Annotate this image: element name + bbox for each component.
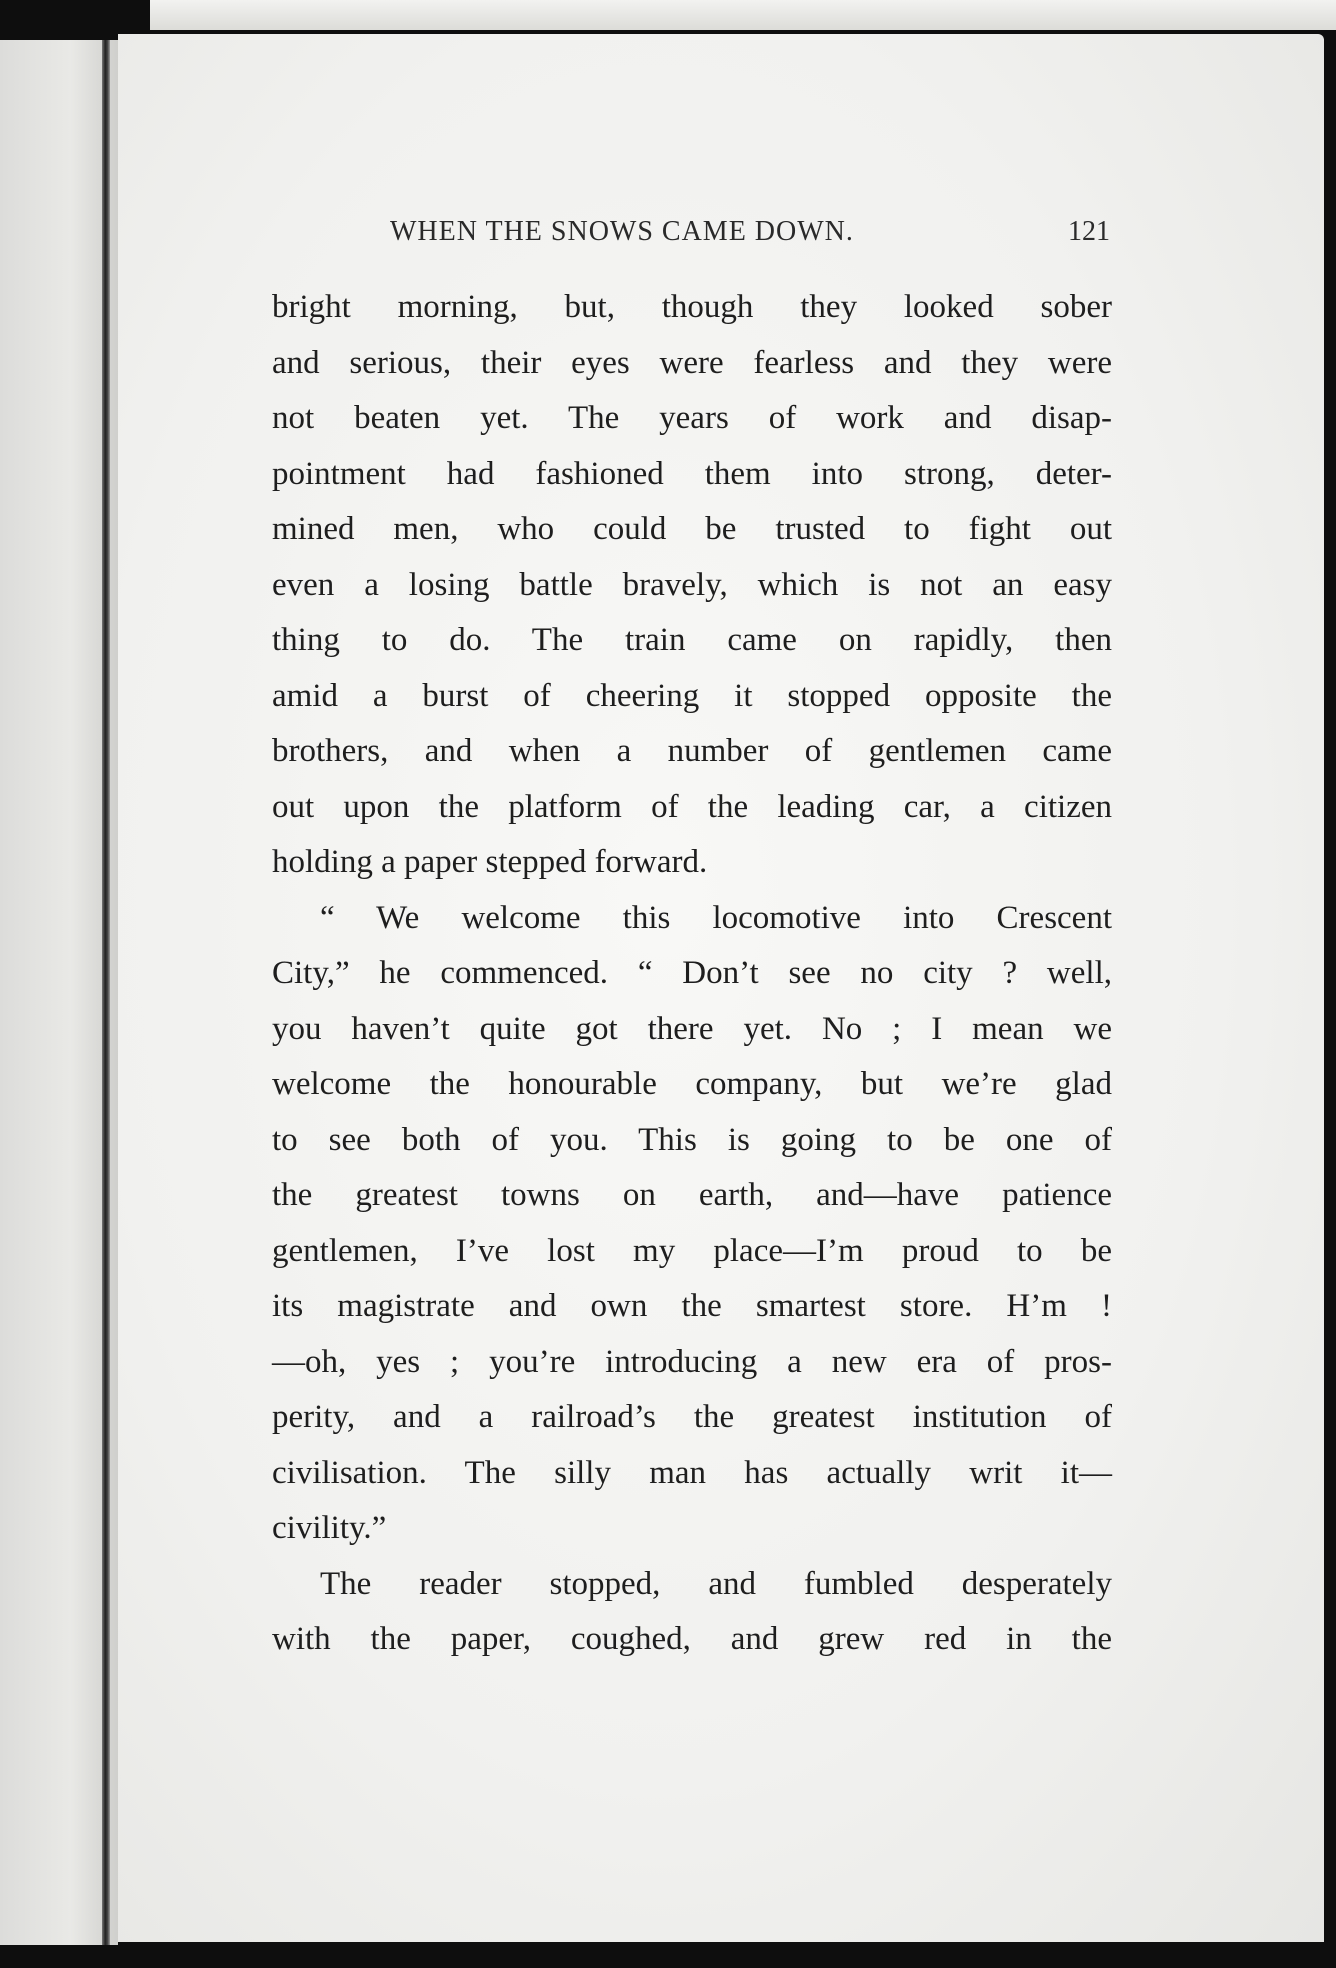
text-line: pointment had fashioned them into strong, deter- [272, 455, 1112, 492]
text-line: bright morning, but, though they looked sober [272, 289, 1112, 325]
book-gutter [102, 40, 110, 1945]
running-head [390, 216, 1110, 256]
text-line: civility.” [272, 1510, 387, 1546]
page-number: 121 [1068, 216, 1110, 247]
text-line: mined men, who could be trusted to fight out [272, 511, 1112, 547]
text-line: you haven’t quite got there yet. No ; I mean we [272, 1010, 1112, 1047]
text-line: The reader stopped, and fumbled desperately [320, 1565, 1112, 1602]
text-line: even a losing battle bravely, which is not an easy [272, 566, 1112, 603]
body-text [272, 280, 1112, 1668]
text-line: holding a paper stepped forward. [272, 844, 708, 880]
text-line: brothers, and when a number of gentlemen came [272, 733, 1112, 769]
text-line: —oh, yes ; you’re introducing a new era of pros- [272, 1343, 1112, 1380]
text-line: “ We welcome this locomotive into Crescent [320, 899, 1112, 936]
text-line: to see both of you. This is going to be one of [272, 1121, 1112, 1158]
running-title: WHEN THE SNOWS CAME DOWN. [390, 216, 854, 247]
text-line: gentlemen, I’ve lost my place—I’m proud to be [272, 1232, 1112, 1269]
text-line: the greatest towns on earth, and—have patience [272, 1177, 1112, 1213]
text-line: and serious, their eyes were fearless and they were [272, 344, 1112, 381]
text-line: with the paper, coughed, and grew red in the [272, 1621, 1112, 1657]
text-line: amid a burst of cheering it stopped opposite the [272, 677, 1112, 714]
text-line: civilisation. The silly man has actually writ it— [272, 1454, 1112, 1491]
text-line: perity, and a railroad’s the greatest institution of [272, 1399, 1112, 1435]
left-page-edge [0, 40, 118, 1945]
text-line: its magistrate and own the smartest store. H’m ! [272, 1288, 1112, 1324]
text-line: out upon the platform of the leading car, a citizen [272, 788, 1112, 825]
text-line: City,” he commenced. “ Don’t see no city ? well, [272, 955, 1112, 991]
text-line: not beaten yet. The years of work and disap- [272, 400, 1112, 436]
text-line: thing to do. The train came on rapidly, then [272, 622, 1112, 658]
text-line: welcome the honourable company, but we’re glad [272, 1066, 1112, 1102]
page-top-edge [150, 0, 1336, 30]
